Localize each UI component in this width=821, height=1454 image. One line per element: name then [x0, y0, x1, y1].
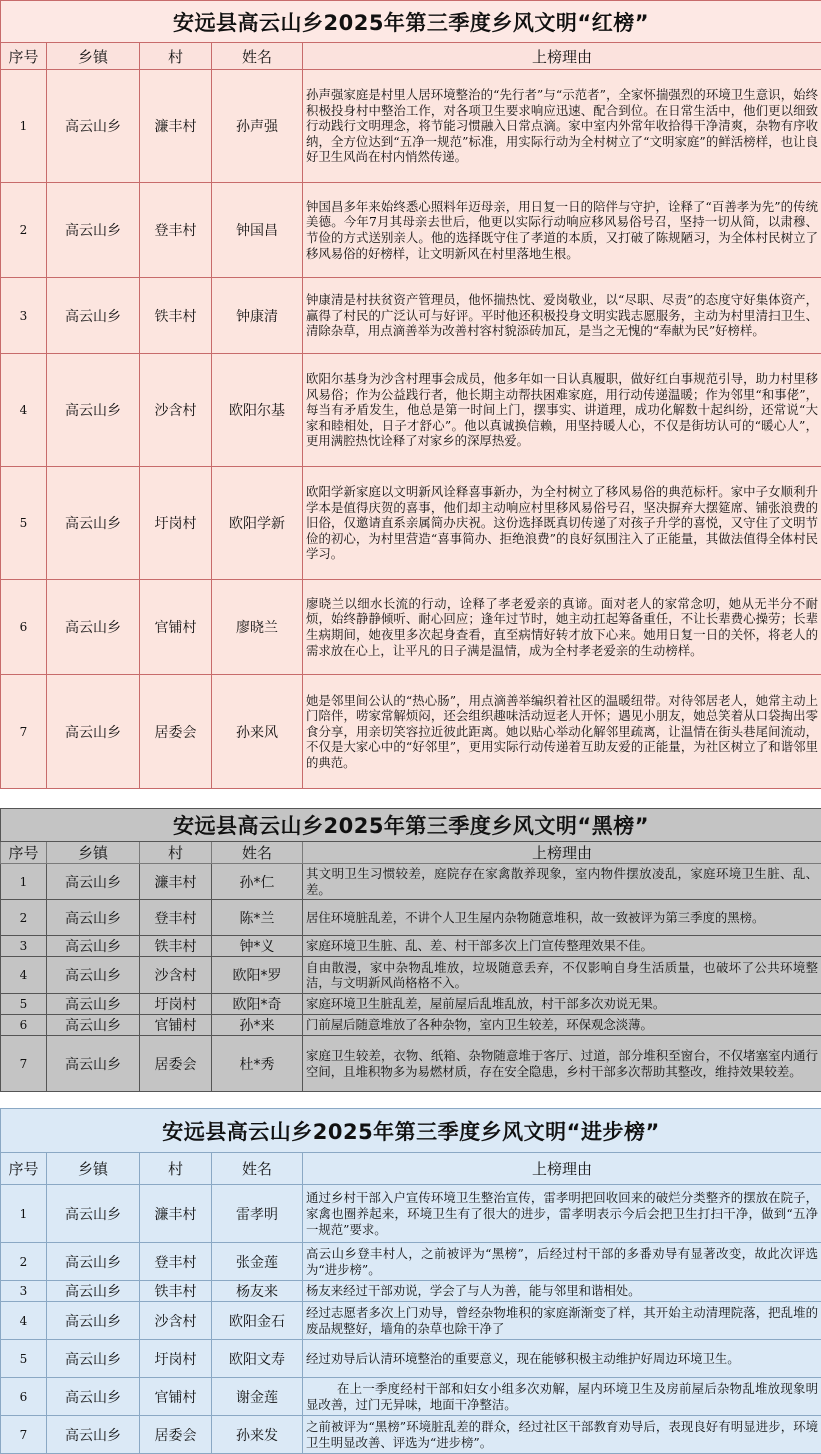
row-town: 高云山乡	[47, 354, 140, 467]
row-name: 谢金莲	[212, 1378, 303, 1416]
row-no: 1	[1, 1185, 47, 1243]
row-reason: 欧阳尔基身为沙含村理事会成员，他多年如一日认真履职，做好红白事规范引导，助力村里移风易俗；作为公益践行者，他长期主动帮扶困难家庭，用行动传递温暖；作为邻里“和事佬”，每当有矛盾发生，他总是第一时间上门，摆事实、讲道理，成功化解数十起纠纷，还常说“大家和睦相处，日子才舒心”。他以真诚换信赖，用坚持暖人心，不仅是街坊认可的“暖心人”，更用满腔热忱诠释了对家乡的深厚热爱。	[303, 354, 821, 467]
row-no: 7	[1, 675, 47, 789]
table-row	[1, 1036, 821, 1092]
row-village: 官铺村	[140, 1378, 212, 1416]
row-name: 孙声强	[212, 70, 303, 183]
row-name: 陈*兰	[212, 900, 303, 936]
row-name: 钟*义	[212, 936, 303, 957]
row-name: 杨友来	[212, 1281, 303, 1302]
table-row	[1, 183, 821, 278]
table-row	[1, 864, 821, 900]
row-town: 高云山乡	[47, 467, 140, 580]
row-reason: 家庭环境卫生脏乱差，屋前屋后乱堆乱放，村干部多次劝说无果。	[303, 994, 821, 1015]
row-reason: 居住环境脏乱差，不讲个人卫生屋内杂物随意堆积，故一致被评为第三季度的黑榜。	[303, 900, 821, 936]
row-village: 登丰村	[140, 1243, 212, 1281]
table-row	[1, 957, 821, 994]
row-no: 2	[1, 1243, 47, 1281]
row-village: 铁丰村	[140, 936, 212, 957]
row-town: 高云山乡	[47, 183, 140, 278]
black-board-title: 安远县高云山乡2025年第三季度乡风文明“黑榜”	[1, 809, 821, 842]
row-reason: 经过劝导后认清环境整治的重要意义，现在能够积极主动维护好周边环境卫生。	[303, 1340, 821, 1378]
header-town: 乡镇	[47, 1153, 140, 1185]
row-town: 高云山乡	[47, 1378, 140, 1416]
progress-board-table	[0, 1108, 821, 1454]
row-no: 5	[1, 994, 47, 1015]
table-row	[1, 1378, 821, 1416]
row-name: 孙*仁	[212, 864, 303, 900]
header-name: 姓名	[212, 842, 303, 864]
row-no: 4	[1, 1302, 47, 1340]
row-village: 登丰村	[140, 183, 212, 278]
row-reason: 孙声强家庭是村里人居环境整治的“先行者”与“示范者”，全家怀揣强烈的环境卫生意识，始终积极投身村中整治工作，对各项卫生要求响应迅速、配合到位。在日常生活中，他们更以细致行动践行文明理念，将节能习惯融入日常点滴。家中室内外常年收拾得干净清爽，杂物有序收纳，全方位达到“五净一规范”标准，用实际行动为全村树立了“文明家庭”的鲜活榜样，也让良好卫生风尚在村内悄然传递。	[303, 70, 821, 183]
progress-board-title: 安远县高云山乡2025年第三季度乡风文明“进步榜”	[1, 1109, 821, 1153]
row-no: 4	[1, 354, 47, 467]
table-row	[1, 1416, 821, 1454]
header-village: 村	[140, 43, 212, 70]
table-row	[1, 278, 821, 354]
row-no: 5	[1, 467, 47, 580]
row-reason: 经过志愿者多次上门劝导，曾经杂物堆积的家庭渐渐变了样，其开始主动清理院落，把乱堆的废品规整好，墙角的杂草也除干净了	[303, 1302, 821, 1340]
table-row	[1, 467, 821, 580]
row-no: 3	[1, 936, 47, 957]
row-village: 圩岗村	[140, 467, 212, 580]
row-village: 圩岗村	[140, 1340, 212, 1378]
row-town: 高云山乡	[47, 957, 140, 994]
header-no: 序号	[1, 1153, 47, 1185]
row-name: 钟康清	[212, 278, 303, 354]
row-village: 官铺村	[140, 580, 212, 675]
red-board-title: 安远县高云山乡2025年第三季度乡风文明“红榜”	[1, 1, 821, 43]
header-reason: 上榜理由	[303, 842, 821, 864]
header-reason: 上榜理由	[303, 1153, 821, 1185]
row-reason: 钟国昌多年来始终悉心照料年迈母亲，用日复一日的陪伴与守护，诠释了“百善孝为先”的传统美德。今年7月其母亲去世后，他更以实际行动响应移风易俗号召，坚持一切从简，以肃穆、节俭的方式送别亲人。他的选择既守住了孝道的本质，又打破了陈规陋习，为全体村民树立了移风易俗的好榜样，让文明新风在村里落地生根。	[303, 183, 821, 278]
row-no: 5	[1, 1340, 47, 1378]
row-reason: 其文明卫生习惯较差，庭院存在家禽散养现象，室内物件摆放凌乱，家庭环境卫生脏、乱、差。	[303, 864, 821, 900]
table-row	[1, 70, 821, 183]
row-no: 1	[1, 864, 47, 900]
row-name: 钟国昌	[212, 183, 303, 278]
row-reason: 家庭卫生较差，衣物、纸箱、杂物随意堆于客厅、过道，部分堆积至窗台，不仅堵塞室内通行空间，且堆积物多为易燃材质，存在安全隐患，乡村干部多次帮助其整改，维持效果较差。	[303, 1036, 821, 1092]
table-row	[1, 994, 821, 1015]
black-board-table	[0, 808, 821, 1092]
row-name: 孙来风	[212, 675, 303, 789]
row-village: 濂丰村	[140, 864, 212, 900]
row-reason: 在上一季度经村干部和妇女小组多次劝解，屋内环境卫生及房前屋后杂物乱堆放现象明显改善，过门无异味，地面干净整洁。	[303, 1378, 821, 1416]
header-town: 乡镇	[47, 842, 140, 864]
row-village: 濂丰村	[140, 70, 212, 183]
row-no: 2	[1, 183, 47, 278]
row-town: 高云山乡	[47, 580, 140, 675]
row-name: 孙*来	[212, 1015, 303, 1036]
row-name: 欧阳*罗	[212, 957, 303, 994]
row-village: 官铺村	[140, 1015, 212, 1036]
table-row	[1, 1185, 821, 1243]
row-reason: 钟康清是村扶贫资产管理员，他怀揣热忱、爱岗敬业，以“尽职、尽责”的态度守好集体资产，赢得了村民的广泛认可与好评。平时他还积极投身文明实践志愿服务，主动为村里清扫卫生、清除杂草，用点滴善举为改善村容村貌添砖加瓦，是当之无愧的“奉献为民”好榜样。	[303, 278, 821, 354]
row-no: 6	[1, 1378, 47, 1416]
row-no: 7	[1, 1416, 47, 1454]
row-town: 高云山乡	[47, 936, 140, 957]
row-reason: 家庭环境卫生脏、乱、差、村干部多次上门宣传整理效果不佳。	[303, 936, 821, 957]
row-no: 6	[1, 580, 47, 675]
row-reason: 高云山乡登丰村人，之前被评为“黑榜”，后经过村干部的多番劝导有显著改变，故此次评选为“进步榜”。	[303, 1243, 821, 1281]
row-village: 居委会	[140, 675, 212, 789]
row-reason: 欧阳学新家庭以文明新风诠释喜事新办，为全村树立了移风易俗的典范标杆。家中子女顺利升学本是值得庆贺的喜事，他们却主动响应村里移风易俗号召，坚决摒弃大摆筵席、铺张浪费的旧俗，仅邀请直系亲属简办庆祝。这份选择既真切传递了对孩子升学的喜悦，又守住了文明节俭的初心，为村里营造“喜事简办、拒绝浪费”的良好氛围注入了正能量，其做法值得全体村民学习。	[303, 467, 821, 580]
row-village: 居委会	[140, 1036, 212, 1092]
row-no: 2	[1, 900, 47, 936]
row-name: 张金莲	[212, 1243, 303, 1281]
row-no: 3	[1, 1281, 47, 1302]
row-name: 孙来发	[212, 1416, 303, 1454]
row-name: 欧阳*奇	[212, 994, 303, 1015]
row-name: 欧阳尔基	[212, 354, 303, 467]
row-no: 3	[1, 278, 47, 354]
row-village: 沙含村	[140, 1302, 212, 1340]
row-town: 高云山乡	[47, 994, 140, 1015]
row-reason: 她是邻里间公认的“热心肠”，用点滴善举编织着社区的温暖纽带。对待邻居老人，她常主动上门陪伴，唠家常解烦闷，还会组织趣味活动逗老人开怀；遇见小朋友，她总笑着从口袋掏出零食分享，用亲切笑容拉近彼此距离。她以贴心举动化解邻里疏离，让温情在街头巷尾间流动，不仅是大家心中的“好邻里”，更用实际行动传递着互助友爱的正能量，为社区树立了和谐邻里的典范。	[303, 675, 821, 789]
row-reason: 自由散漫，家中杂物乱堆放，垃圾随意丢弃，不仅影响自身生活质量，也破坏了公共环境整洁，与文明新风尚格格不入。	[303, 957, 821, 994]
row-village: 圩岗村	[140, 994, 212, 1015]
row-town: 高云山乡	[47, 1416, 140, 1454]
table-row	[1, 1015, 821, 1036]
row-town: 高云山乡	[47, 1281, 140, 1302]
header-no: 序号	[1, 43, 47, 70]
row-town: 高云山乡	[47, 900, 140, 936]
row-name: 廖晓兰	[212, 580, 303, 675]
row-village: 濂丰村	[140, 1185, 212, 1243]
table-row	[1, 1340, 821, 1378]
row-town: 高云山乡	[47, 278, 140, 354]
table-row	[1, 1281, 821, 1302]
table-row	[1, 1302, 821, 1340]
row-reason: 之前被评为“黑榜”环境脏乱差的群众，经过社区干部教育劝导后，表现良好有明显进步，环境卫生明显改善、评选为“进步榜”。	[303, 1416, 821, 1454]
row-village: 铁丰村	[140, 278, 212, 354]
table-row	[1, 580, 821, 675]
row-reason: 廖晓兰以细水长流的行动，诠释了孝老爱亲的真谛。面对老人的家常念叨，她从无半分不耐烦，始终静静倾听、耐心回应；逢年过节时，她主动扛起筹备重任，不让长辈费心操劳；长辈生病期间，她夜里多次起身查看，直至病情好转才放下心来。她用日复一日的关怀，将老人的需求放在心上，让平凡的日子满是温情，成为全村孝老爱亲的生动榜样。	[303, 580, 821, 675]
header-town: 乡镇	[47, 43, 140, 70]
row-village: 居委会	[140, 1416, 212, 1454]
row-name: 欧阳金石	[212, 1302, 303, 1340]
table-row	[1, 1243, 821, 1281]
row-reason: 杨友来经过干部劝说，学会了与人为善，能与邻里和谐相处。	[303, 1281, 821, 1302]
row-name: 雷孝明	[212, 1185, 303, 1243]
row-town: 高云山乡	[47, 1243, 140, 1281]
row-village: 登丰村	[140, 900, 212, 936]
row-village: 沙含村	[140, 354, 212, 467]
row-town: 高云山乡	[47, 864, 140, 900]
header-village: 村	[140, 1153, 212, 1185]
row-name: 杜*秀	[212, 1036, 303, 1092]
row-town: 高云山乡	[47, 1185, 140, 1243]
row-village: 沙含村	[140, 957, 212, 994]
row-name: 欧阳文寿	[212, 1340, 303, 1378]
row-town: 高云山乡	[47, 1015, 140, 1036]
row-reason: 通过乡村干部入户宣传环境卫生整治宣传，雷孝明把回收回来的破烂分类整齐的摆放在院子，家禽也圈养起来，环境卫生有了很大的进步，雷孝明表示今后会把卫生打扫干净，做到“五净一规范”要求。	[303, 1185, 821, 1243]
row-no: 1	[1, 70, 47, 183]
row-no: 6	[1, 1015, 47, 1036]
header-reason: 上榜理由	[303, 43, 821, 70]
table-row	[1, 900, 821, 936]
table-row	[1, 675, 821, 789]
table-row	[1, 936, 821, 957]
row-name: 欧阳学新	[212, 467, 303, 580]
header-name: 姓名	[212, 1153, 303, 1185]
row-reason: 门前屋后随意堆放了各种杂物，室内卫生较差，环保观念淡薄。	[303, 1015, 821, 1036]
row-no: 4	[1, 957, 47, 994]
table-row	[1, 354, 821, 467]
progress-board	[0, 1108, 821, 1454]
row-village: 铁丰村	[140, 1281, 212, 1302]
header-no: 序号	[1, 842, 47, 864]
row-town: 高云山乡	[47, 1340, 140, 1378]
header-village: 村	[140, 842, 212, 864]
header-name: 姓名	[212, 43, 303, 70]
row-town: 高云山乡	[47, 1302, 140, 1340]
row-town: 高云山乡	[47, 1036, 140, 1092]
row-town: 高云山乡	[47, 675, 140, 789]
row-town: 高云山乡	[47, 70, 140, 183]
black-board	[0, 808, 821, 1092]
row-no: 7	[1, 1036, 47, 1092]
